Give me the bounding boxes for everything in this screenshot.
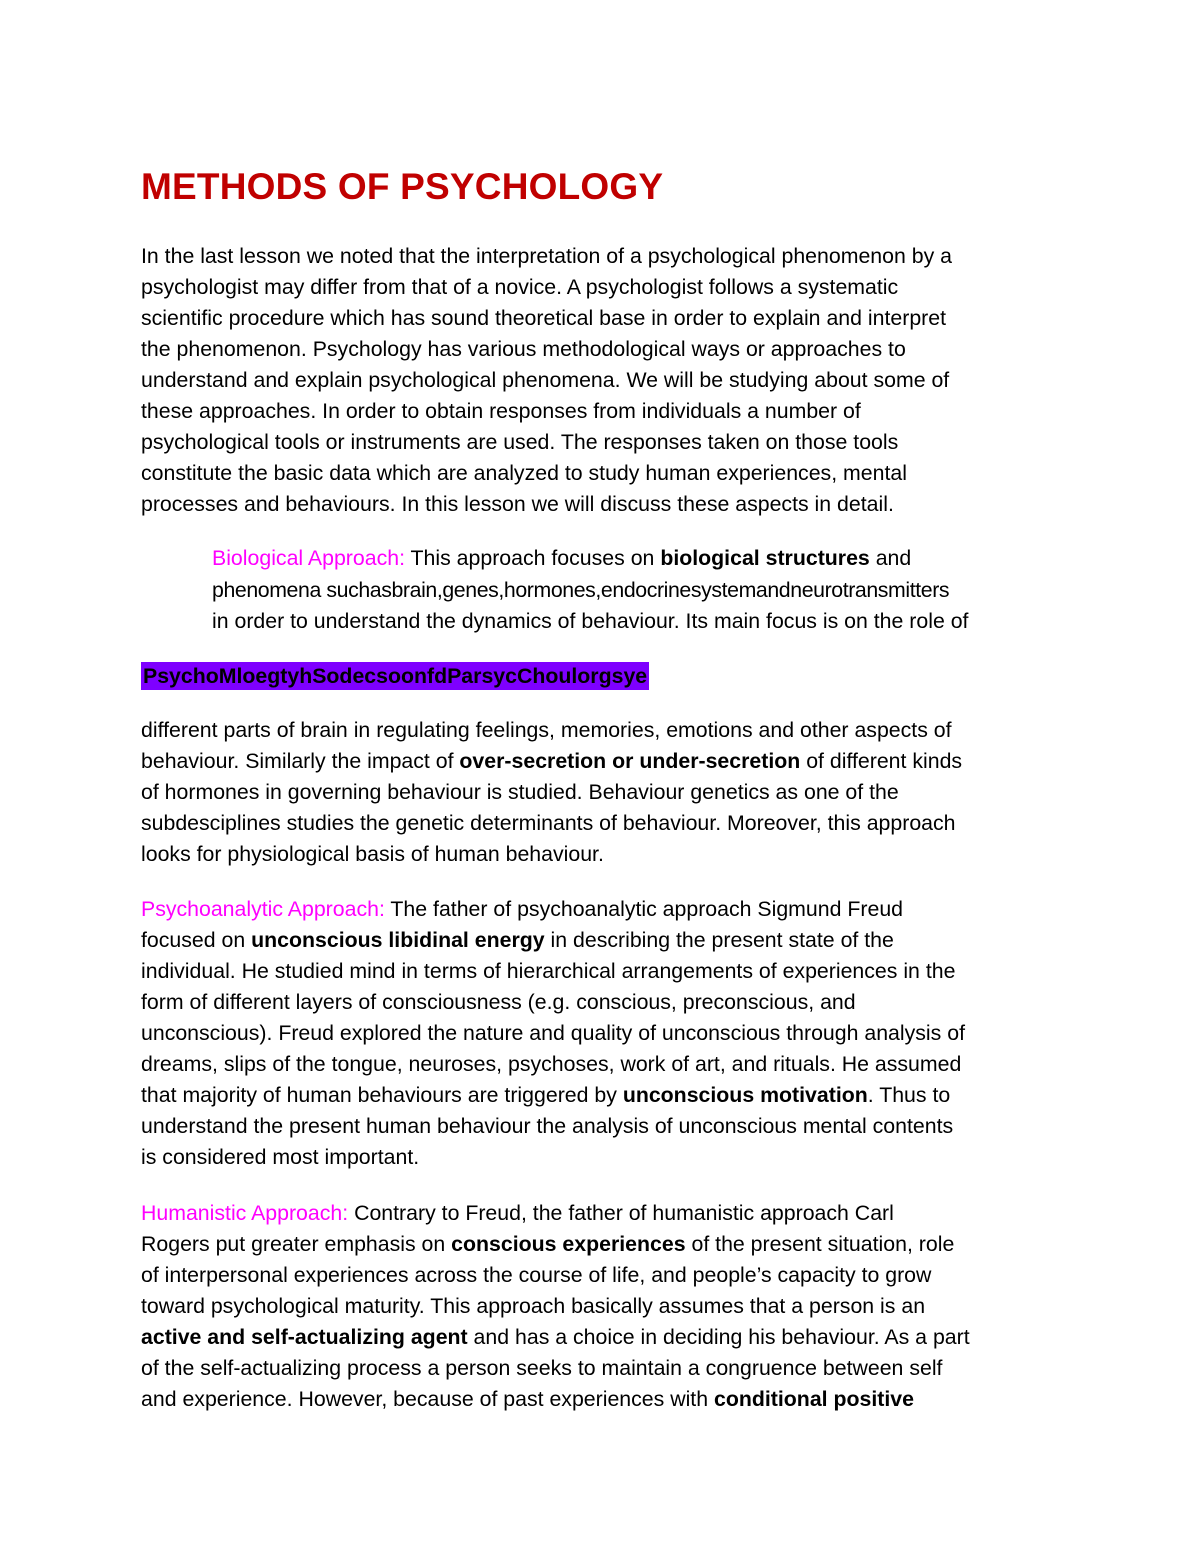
text-run: This approach focuses on <box>404 546 661 570</box>
humanistic-line: of interpersonal experiences across the course of life, and people’s capacity to grow <box>141 1263 932 1287</box>
text-run: Rogers put greater emphasis on <box>141 1232 452 1256</box>
biological-line <box>212 545 911 571</box>
text-run: and experience. However, because of past experiences with <box>141 1387 714 1411</box>
text-run: . Thus to <box>867 1083 951 1107</box>
psychoanalytic-heading: Psychoanalytic Approach: <box>141 897 385 921</box>
bio-cont-line: different parts of brain in regulating feelings, memories, emotions and other aspects of <box>141 718 952 742</box>
psychoanalytic-line: unconscious). Freud explored the nature and quality of unconscious through analysis of <box>141 1021 965 1045</box>
intro-line: scientific procedure which has sound theoretical base in order to explain and interpret <box>141 306 947 330</box>
bold-term: biological structures <box>660 546 870 570</box>
intro-line: the phenomenon. Psychology has various methodological ways or approaches to <box>141 337 906 361</box>
text-run: The father of psychoanalytic approach Sigmund Freud <box>384 897 904 921</box>
psychoanalytic-line: is considered most important. <box>141 1145 420 1169</box>
bio-cont-line: subdesciplines studies the genetic determinants of behaviour. Moreover, this approach <box>141 811 956 835</box>
bold-term: unconscious motivation <box>622 1083 868 1107</box>
intro-line: constitute the basic data which are analyzed to study human experiences, mental <box>141 461 907 485</box>
text-run: Contrary to Freud, the father of humanistic approach Carl <box>348 1201 894 1225</box>
biological-heading: Biological Approach: <box>212 546 405 570</box>
psychoanalytic-line <box>141 896 903 922</box>
intro-line: psychological tools or instruments are used. The responses taken on those tools <box>141 430 899 454</box>
bio-cont-line <box>141 748 962 774</box>
psychoanalytic-line: individual. He studied mind in terms of hierarchical arrangements of experiences in the <box>141 959 956 983</box>
bold-term: conditional positive <box>714 1387 914 1411</box>
text-run: behaviour. Similarly the impact of <box>141 749 460 773</box>
psychoanalytic-line: form of different layers of consciousness (e.g. conscious, preconscious, and <box>141 990 856 1014</box>
biological-line: phenomena suchasbrain,genes,hormones,endocrinesystemandneurotransmitters <box>212 578 950 602</box>
humanistic-line <box>141 1231 954 1257</box>
psychoanalytic-line: dreams, slips of the tongue, neuroses, psychoses, work of art, and rituals. He assumed <box>141 1052 962 1076</box>
psychoanalytic-line: understand the present human behaviour the analysis of unconscious mental contents <box>141 1114 954 1138</box>
intro-line: processes and behaviours. In this lesson we will discuss these aspects in detail. <box>141 492 894 516</box>
biological-line: in order to understand the dynamics of behaviour. Its main focus is on the role of <box>212 609 969 633</box>
intro-line: psychologist may differ from that of a novice. A psychologist follows a systematic <box>141 275 899 299</box>
text-run: focused on <box>141 928 252 952</box>
intro-line: understand and explain psychological phenomena. We will be studying about some of <box>141 368 950 392</box>
humanistic-line <box>141 1386 914 1412</box>
humanistic-line <box>141 1200 894 1226</box>
bio-cont-line: of hormones in governing behaviour is studied. Behaviour genetics as one of the <box>141 780 899 804</box>
humanistic-line: of the self-actualizing process a person seeks to maintain a congruence between self <box>141 1356 943 1380</box>
page-title: METHODS OF PSYCHOLOGY <box>141 166 664 207</box>
humanistic-line <box>141 1324 970 1350</box>
text-run: and <box>869 546 912 570</box>
psychoanalytic-line <box>141 927 894 953</box>
bold-term: unconscious libidinal energy <box>251 928 545 952</box>
humanistic-line: toward psychological maturity. This approach basically assumes that a person is an <box>141 1294 926 1318</box>
psychoanalytic-line <box>141 1082 950 1108</box>
text-run: of the present situation, role <box>685 1232 955 1256</box>
text-run: in describing the present state of the <box>544 928 894 952</box>
highlighted-text: PsychoMloegtyhSodecsoonfdParsycChoulorgsye <box>143 664 648 688</box>
text-run: that majority of human behaviours are triggered by <box>141 1083 623 1107</box>
bold-term: over-secretion or under-secretion <box>459 749 801 773</box>
text-run: and has a choice in deciding his behaviour. As a part <box>467 1325 970 1349</box>
bio-cont-line: looks for physiological basis of human behaviour. <box>141 842 604 866</box>
intro-line: In the last lesson we noted that the interpretation of a psychological phenomenon by a <box>141 244 952 268</box>
bold-term: active and self-actualizing agent <box>141 1325 468 1349</box>
bold-term: conscious experiences <box>451 1232 686 1256</box>
humanistic-heading: Humanistic Approach: <box>141 1201 349 1225</box>
intro-line: these approaches. In order to obtain responses from individuals a number of <box>141 399 861 423</box>
text-run: of different kinds <box>800 749 963 773</box>
